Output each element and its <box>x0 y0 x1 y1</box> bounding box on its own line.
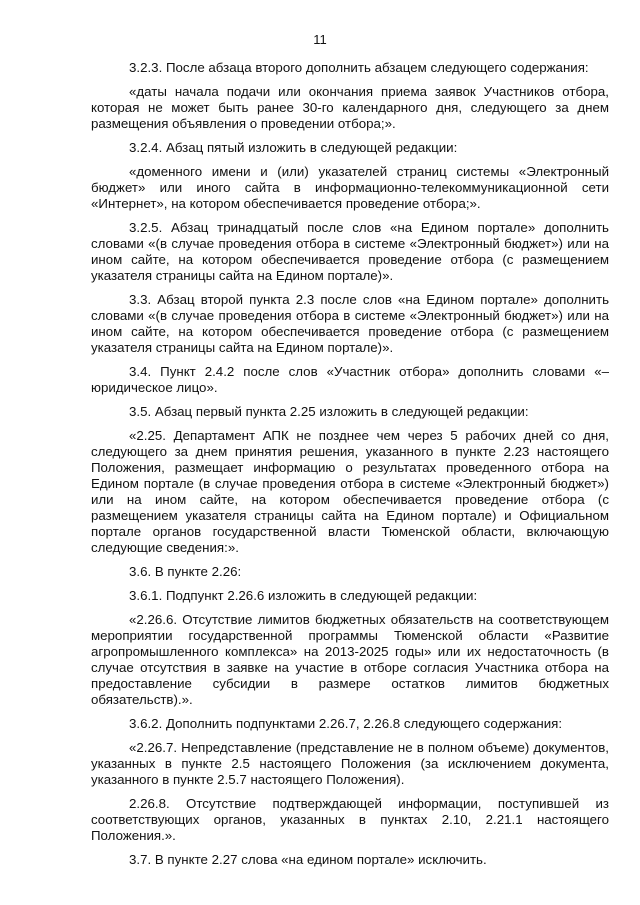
paragraph-3-2-5: 3.2.5. Абзац тринадцатый после слов «на Едином портале» дополнить словами «(в случае проведения отбора в системе «Электронный бюджет») или на ином сайте, на котором обеспечивается проведение отбора (с размещением указателя страницы сайта на Едином портале)». <box>91 220 609 283</box>
quote-paragraph: «даты начала подачи или окончания приема заявок Участников отбора, которая не может быть ранее 30-го календарного дня, следующего за днем размещения объявления о проведении отбора;». <box>91 84 609 131</box>
document-body <box>91 60 609 876</box>
quote-paragraph: «2.26.7. Непредставление (представление не в полном объеме) документов, указанных в пункте 2.5 настоящего Положения (за исключением документа, указанного в пункте 2.5.7 настоящего Положения). <box>91 740 609 787</box>
paragraph-3-4: 3.4. Пункт 2.4.2 после слов «Участник отбора» дополнить словами «– юридическое лицо». <box>91 364 609 395</box>
paragraph-3-5: 3.5. Абзац первый пункта 2.25 изложить в следующей редакции: <box>129 404 529 419</box>
quote-paragraph: «2.25. Департамент АПК не позднее чем через 5 рабочих дней со дня, следующего за днем принятия решения, указанного в пункте 2.23 настоящего Положения, размещает информацию о результатах проведенного отбора на Едином портале (в случае проведения отбора в системе «Электронный бюджет») или на ином сайте, на котором обеспечивается проведение отбора (с размещением указателя страницы сайта на Едином портале) и Официальном портале органов государственной власти Тюменской области, включающую следующие сведения:». <box>91 428 609 555</box>
paragraph-3-6-2: 3.6.2. Дополнить подпунктами 2.26.7, 2.26.8 следующего содержания: <box>129 716 563 731</box>
paragraph-3-6: 3.6. В пункте 2.26: <box>129 564 242 579</box>
quote-paragraph: «доменного имени и (или) указателей страниц системы «Электронный бюджет» или иного сайта в информационно-телекоммуникационной сети «Интернет», на котором обеспечивается проведение отбора;». <box>91 164 609 211</box>
quote-paragraph: 2.26.8. Отсутствие подтверждающей информации, поступившей из соответствующих органов, указанных в пунктах 2.10, 2.21.1 настоящего Положения.». <box>91 796 609 843</box>
paragraph-3-7: 3.7. В пункте 2.27 слова «на едином портале» исключить. <box>129 852 487 867</box>
quote-paragraph: «2.26.6. Отсутствие лимитов бюджетных обязательств на соответствующем мероприятии государственной программы Тюменской области «Развитие агропромышленного комплекса» на 2013-2025 годы» или их недостаточность (в случае отсутствия в заявке на участие в отборе согласия Участника отбора на предоставление субсидии в размере остатков лимитов бюджетных обязательств).». <box>91 612 609 707</box>
paragraph-3-3: 3.3. Абзац второй пункта 2.3 после слов «на Едином портале» дополнить словами «(в случае проведения отбора в системе «Электронный бюджет») или на ином сайте, на котором обеспечивается проведение отбора (с размещением указателя страницы сайта на Едином портале)». <box>91 292 609 355</box>
paragraph-3-6-1: 3.6.1. Подпункт 2.26.6 изложить в следующей редакции: <box>129 588 478 603</box>
paragraph-3-2-3: 3.2.3. После абзаца второго дополнить абзацем следующего содержания: <box>129 60 589 75</box>
paragraph-3-2-4: 3.2.4. Абзац пятый изложить в следующей редакции: <box>129 140 458 155</box>
page-number: 11 <box>313 32 327 47</box>
